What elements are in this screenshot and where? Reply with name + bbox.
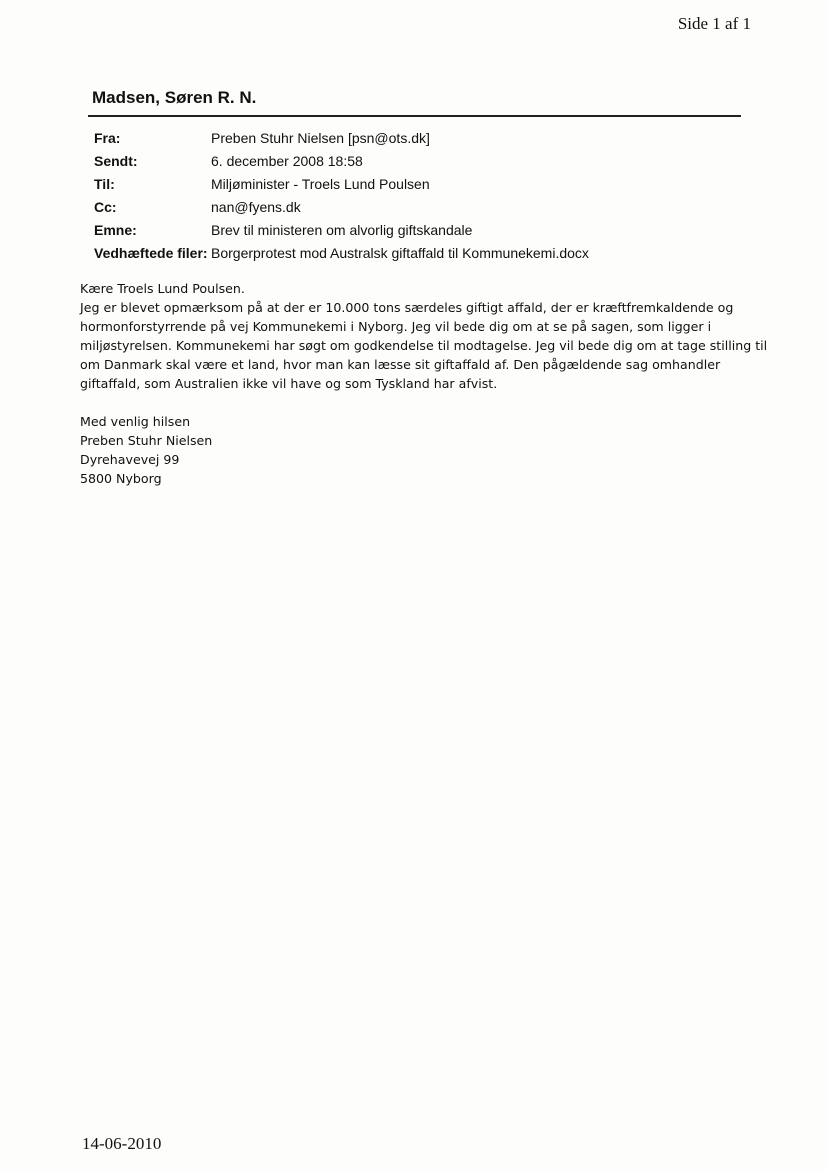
body-line: om Danmark skal være et land, hvor man kan læsse sit giftaffald af. Den pågældende sag omhandler [80, 357, 721, 372]
page-number: Side 1 af 1 [677, 14, 751, 33]
sender-street: Dyrehavevej 99 [80, 452, 180, 467]
header-label: Sendt: [94, 152, 138, 169]
header-row-subject [94, 218, 589, 241]
header-value: Brev til ministeren om alvorlig giftskandale [211, 221, 473, 238]
header-value: Miljøminister - Troels Lund Poulsen [211, 175, 430, 192]
mailbox-owner: Madsen, Søren R. N. [92, 88, 257, 107]
header-row-cc [94, 195, 589, 218]
header-label: Vedhæftede filer: [94, 244, 208, 261]
attachment-filename: Borgerprotest mod Australsk giftaffald til Kommunekemi.docx [211, 244, 589, 261]
header-row-attachments [94, 241, 589, 264]
body-line: miljøstyrelsen. Kommunekemi har søgt om godkendelse til modtagelse. Jeg vil bede dig om at tage stilling til [80, 338, 768, 353]
email-header-table [94, 126, 589, 264]
body-line: giftaffald, som Australien ikke vil have og som Tyskland har afvist. [80, 376, 498, 391]
header-label: Emne: [94, 221, 137, 238]
header-row-sent [94, 149, 589, 172]
salutation: Kære Troels Lund Poulsen. [80, 281, 245, 296]
closing: Med venlig hilsen [80, 414, 191, 429]
header-value: Preben Stuhr Nielsen [psn@ots.dk] [211, 129, 430, 146]
body-line: hormonforstyrrende på vej Kommunekemi i Nyborg. Jeg vil bede dig om at se på sagen, som ligger i [80, 319, 712, 334]
header-value: nan@fyens.dk [211, 198, 301, 215]
header-value: 6. december 2008 18:58 [211, 152, 363, 169]
header-label: Cc: [94, 198, 117, 215]
header-label: Fra: [94, 129, 121, 146]
header-row-to [94, 172, 589, 195]
body-line: Jeg er blevet opmærksom på at der er 10.000 tons særdeles giftigt affald, der er kræftfremkaldende og [80, 300, 734, 315]
signature-block [80, 412, 212, 488]
sender-name: Preben Stuhr Nielsen [80, 433, 213, 448]
sender-city: 5800 Nyborg [80, 471, 162, 486]
email-body [80, 279, 768, 393]
header-divider [88, 115, 741, 117]
header-label: Til: [94, 175, 115, 192]
header-row-from [94, 126, 589, 149]
print-date: 14-06-2010 [82, 1134, 162, 1153]
